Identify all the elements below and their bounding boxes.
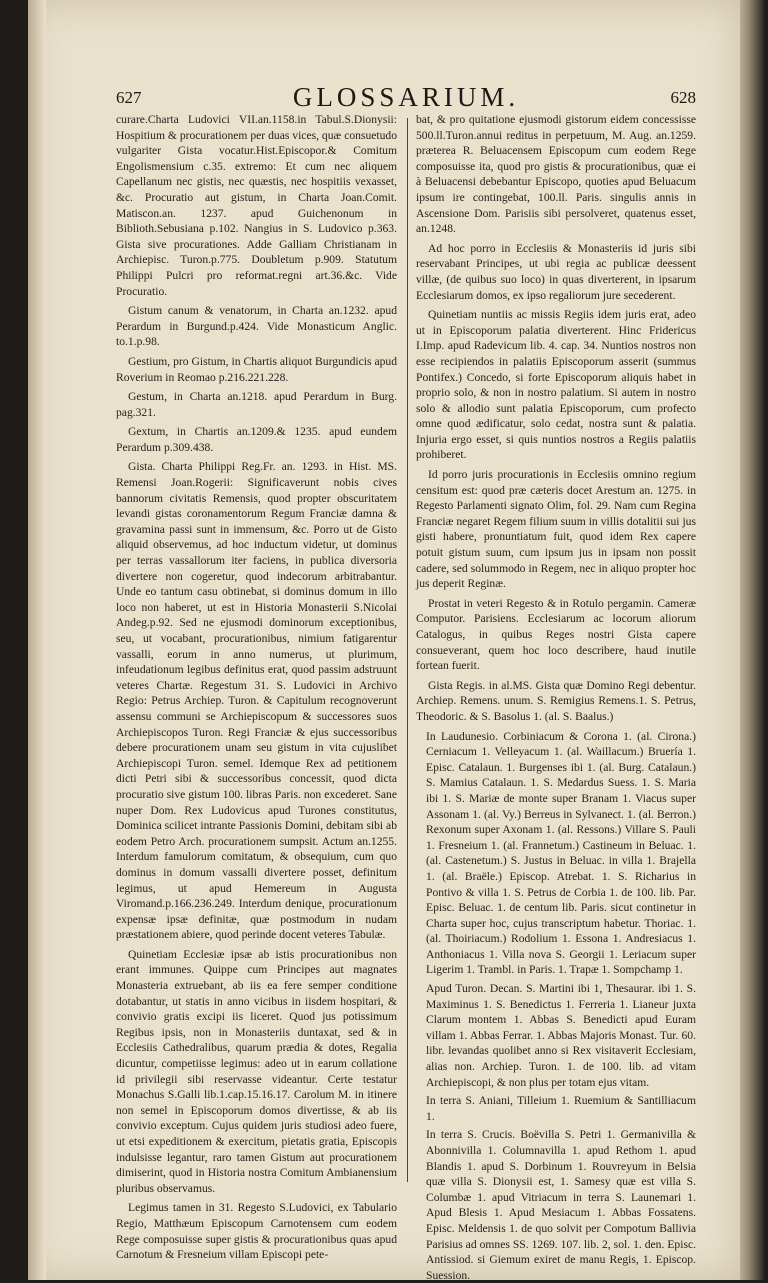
paragraph: Quinetiam Ecclesiæ ipsæ ab istis procurationibus non erant immunes. Quippe cum Principes aut magnates Monasteria extruebant, ab iis ea fere semper conditione dotabantur, ut statis in anno vicibus in iisdem hospitari, & convivio gratis excipi iis liceret. Quod jus potissimum Regibus ipsis, non in Monasteriis duntaxat, sed & in Ecclesiis Cathedralibus, quarum prædia & dotes, Regalia dicuntur, competiisse legimus: adeo ut in earum collatione id privilegii sibi reservasse videantur. Certe testatur Monachus S.Galli lib.1.cap.15.16.17. Carolum M. in itinere non semel in Episcoporum domos divertisse, & ab iis convivio exceptum. Cujus quidem juris studiosi adeo fuere, ut etsi expeditionem & exercitum, pietatis gratia, Episcopis indulsisse legantur, raro tamen Gistum aut procurationem dimiserint, quod in Historia nostra Comitum Ambianensium pluribus observamus. (116, 947, 397, 1195)
paragraph: Gestum, in Charta an.1218. apud Perardum in Burg. pag.321. (116, 390, 397, 419)
paragraph: Ad hoc porro in Ecclesiis & Monasteriis id juris sibi reservabant Principes, ut ubi regia ac publicæ deessent villæ, (de quibus suo loco) in quas diverterent, in ipsarum Ecclesiarum domos, ex ipso regaliorum jure secederent. (416, 241, 696, 302)
left-column (116, 112, 397, 1262)
paragraph: Legimus tamen in 31. Regesto S.Ludovici, ex Tabulario Regio, Matthæum Episcopum Carnotensem cum eodem Rege composuisse super gistis & procurationibus quas apud Carnotum & Fresneium villam Episcopi pete- (116, 1201, 397, 1262)
paragraph: Gestium, pro Gistum, in Chartis aliquot Burgundicis apud Roverium in Reomao p.216.221.228. (116, 354, 397, 384)
paragraph: In terra S. Aniani, Tilleium 1. Ruemium & Santilliacum 1. (426, 1094, 696, 1123)
page-number-left: 627 (116, 88, 142, 107)
book-spine-shadow (28, 0, 46, 1280)
column-divider (407, 118, 408, 1182)
paragraph: Gextum, in Chartis an.1209.& 1235. apud eundem Perardum p.309.438. (116, 425, 397, 454)
running-title: GLOSSARIUM. (292, 82, 520, 112)
page-number-right: 628 (670, 88, 696, 107)
paragraph: curare.Charta Ludovici VII.an.1158.in Tabul.S.Dionysii: Hospitium & procurationem per duas vices, quæ consuetudo vulgariter Gista vocatur.Hist.Episcopor.& Comitum Engolismensium c.35. extremo: Et cum nec aliquem Capellanum nec gistis, nec quæstis, nec hospitiis vexasset, &c. Procuratio aut gistum, in Charta Joan.Comit. Matiscon.an. 1237. apud Guichenonum in Biblioth.Sebusiana p.102. Nangius in S. Ludovico p.363. Gista sive procurationes. Adde Galliam Christianam in Archiepisc. Turon.p.775. Doubletum p.909. Statutum Philippi Pulcri pro reformat.regni art.36.&c. Vide Procuratio. (116, 113, 397, 298)
paragraph: Quinetiam nuntiis ac missis Regiis idem juris erat, adeo ut in Episcoporum palatia diverterent. Hinc Fridericus I.Imp. apud Radevicum lib. 4. cap. 34. Nuntios nostros non esse recipiendos in palatiis Episcoporum asserit (summus Pontifex.) Concedo, si forte Episcoporum aliquis habet in proprio solo, & non in nostro palatium. Si autem in nostro solo & allodio sunt palatia Episcoporum, cum profecto omne quod ædificatur, solo cedat, nostra sunt & palatia. Injuria ergo esset, si quis nuntios nostros a Regiis palatiis prohiberet. (416, 308, 696, 462)
paragraph: Gista Regis. in al.MS. Gista quæ Domino Regi debentur. Archiep. Remens. unum. S. Remigius Remens.1. S. Petrus, Theodoric. & S. Basolus 1. (al. S. Baalus.) (416, 678, 696, 723)
paragraph: Apud Turon. Decan. S. Martini ibi 1, Thesaurar. ibi 1. S. Maximinus 1. S. Benedictus 1. Ferreria 1. Lianeur juxta Clarum montem 1. Abbas S. Benedicti apud Euram villam 1. Abbas Ferrar. 1. Abbas Majoris Monast. Tur. 60. libr. levandas quolibet anno si Rex visitaverit Ecclesiam, alias non. Archiep. Turon. 1. de 100. lib. ad vitam Archiepiscopi, & non plus per totam ejus vitam. (426, 982, 696, 1089)
paragraph: In Laudunesio. Corbiniacum & Corona 1. (al. Cirona.) Cerniacum 1. Velleyacum 1. (al. Waillacum.) Bruería 1. Episc. Catalaun. 1. Burgenses ibi 1. (al. Burg. Catalaun.) S. Mamius Catalaun. 1. S. Medardus Suess. 1. S. Maria ibi 1. S. Mariæ de monte super Branam 1. Viacus super Assonam 1. (al. Vy.) Berreus in Sylvanect. 1. (al. Berron.) Rexonum super Axonam 1. (al. Ressons.) Villare S. Pauli 1. Fresneium 1. (al. Frannetum.) Castineum in Beluac. 1. (al. Castenetum.) S. Justus in Beluac. in villa 1. Brajella 1. (al. Braële.) Episcop. Atrebat. 1. S. Richarius in Pontivo & villa 1. S. Petrus de Corbia 1. de 100. lib. Par. Episc. Beluac. 1. de centum lib. Paris. sicut continetur in Charta super hoc, cujus transcriptum habetur. Thoriac. 1. (al. Thoiriacum.) Rodolium 1. Essona 1. Andresiacus 1. Anthoniacus 1. Villa nova S. Georgii 1. Leriacum super Ligerim 1. Trambl. in Paris. 1. Trapæ 1. Sompchamp 1. (426, 729, 696, 977)
page-header (116, 82, 696, 112)
paragraph: Prostat in veteri Regesto & in Rotulo pergamin. Cameræ Computor. Parisiens. Ecclesiarum ac locorum aliorum Catalogus, in quibus Reges nostri Gista capere consueverant, quem hoc loco describere, haud inutile fortean fuerit. (416, 596, 696, 673)
paragraph: Id porro juris procurationis in Ecclesiis omnino regium censitum est: quod præ cæteris docet Arestum an. 1275. in Regesto Parlamenti signato Olim, fol. 29. Nam cum Regina Franciæ negaret Regem filium suum in villis dotalitii sui jus gisti habere, pronuntiatum fuit, quod idem Rex capere potuit gistum suum, cum ipsum jus in ipsam non possit cadere, sed solummodo in Regem, nec in aliquo propter hoc jus deperit Reginæ. (416, 468, 696, 591)
right-column (416, 112, 696, 1282)
paragraph: Gista. Charta Philippi Reg.Fr. an. 1293. in Hist. MS. Remensi Joan.Rogerii: Significaverunt nobis cives bannorum civitatis Remensis, quod propter obscuritatem levandi gistas coronamentorum Regum Franciæ damna & gravamina passi sunt in immensum, &c. Porro ut de Gisto aliquid observemus, ad hoc inductum videtur, ut dominus per terras vassallorum iter faciens, in publica diversoria divertere non cogeretur, quod indecorum arbitrabantur. Unde eo tantum casu obtinebat, si dominus domum in illo loco non haberet, ut est in Historia Monasterii S.Nicolai Andeg.p.92. Sed ne ejusmodi dominorum exceptionibus, seu, ut vocabant, procurationibus, nimium fatigarentur vassalli, eorum in anno numerus, ut plurimum, infeudationum legibus definitus erat, quod passim adstruunt veteres Chartæ. Regestum 31. S. Ludovici in Archivo Regio: Petrus Archiep. Turon. & Capitulum recognoverunt assensu communi se Archiepiscopum & successores suos Archiepiscopos Turon. Regi Franciæ & ejus successoribus debere procurationem unam seu gistum in vita cujuslibet Archiepiscopi Turon. semel. Idemque Rex ad petitionem dicti Petri sibi & successoribus concessit, quod dicta procuratio sive gistum 100. libras Paris. non excederet. Sane nuper Dom. Rex Ludovicus apud Turones constitutus, Dominica scilicet intrante Passionis Domini, debitam sibi ab eodem Petro Arch. procurationem sumpsit. Actum an.1255. Interdum famulorum comitatum, & obsequium, cum quo dominus in domum vassalli divertere posset, definitum legimus, ut apud Hemereum in Augusta Viromand.p.166.236.249. Interdum denique, procurationum expensæ ipsæ definitæ, quæ postmodum in nudam præstationem abiere, quod perinde docent veteres Tabulæ. (116, 460, 397, 942)
book-page (28, 0, 740, 1280)
paragraph: bat, & pro quitatione ejusmodi gistorum eidem concessisse 500.ll.Turon.annui reditus in perpetuum, M. Aug. an.1259. præterea R. Beluacensem Episcopum cum eodem Rege composuisse ita, quod pro gistis & procurationibus, quæ ei à Beluacensi debebantur Episcopo, quoties apud Beluacum ipsum ire contingebat, 100.ll. Paris. singulis annis in Ascensione Dom. Parisiis sibi persolveret, quatenus esset, an.1248. (416, 113, 696, 236)
paragraph: In terra S. Crucis. Boëvilla S. Petri 1. Germanivilla & Abonnivilla 1. Columnavilla 1. apud Rethom 1. apud Blandis 1. apud S. Dorbinum 1. Rouvreyum in Belsia quæ villa S. Dionysii est, 1. Samesy quæ est villa S. Columbæ 1. apud Vitriacum in terra S. Launemari 1. Apud Blesis 1. Apud Mesiacum 1. Abbas Fossatens. Episc. Meldensis 1. de quo solvit per Compotum Ballivia Parisius ad omnes SS. 1269. 107. lib. 2, sol. 1. den. Episc. Antissiod. si Giemum exiret de manu Regis, 1. Episcop. Suession. (426, 1128, 696, 1282)
page-edge (740, 0, 764, 1280)
paragraph: Gistum canum & venatorum, in Charta an.1232. apud Perardum in Burgund.p.424. Vide Monasticum Anglic. to.1.p.98. (116, 304, 397, 349)
